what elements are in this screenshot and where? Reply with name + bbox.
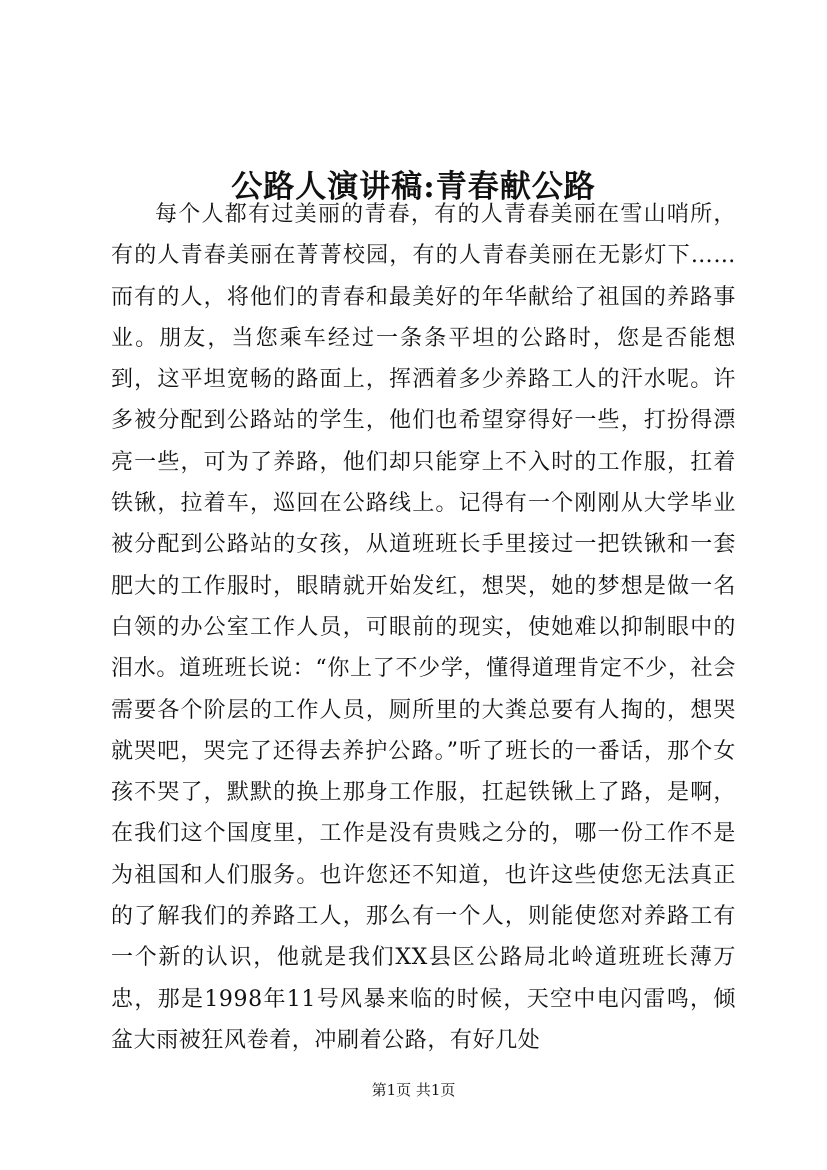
- document-title: 公路人演讲稿:青春献公路: [231, 168, 596, 205]
- page-footer: 第1页 共1页: [371, 1081, 456, 1099]
- body-paragraph: 每个人都有过美丽的青春，有的人青春美丽在雪山哨所，有的人青春美丽在菁菁校园，有的人青春美丽在无影灯下……而有的人，将他们的青春和最美好的年华献给了祖国的养路事业。朋友，当您乘车经过一条条平坦的公路时，您是否能想到，这平坦宽畅的路面上，挥洒着多少养路工人的汗水呢。许多被分配到公路站的学生，他们也希望穿得好一些，打扮得漂亮一些，可为了养路，他们却只能穿上不入时的工作服，扛着铁锹，拉着车，巡回在公路线上。记得有一个刚刚从大学毕业被分配到公路站的女孩，从道班班长手里接过一把铁锹和一套肥大的工作服时，眼睛就开始发红，想哭，她的梦想是做一名白领的办公室工作人员，可眼前的现实，使她难以抑制眼中的泪水。道班班长说：“你上了不少学，懂得道理肯定不少，社会需要各个阶层的工作人员，厕所里的大粪总要有人掏的，想哭就哭吧，哭完了还得去养护公路。”听了班长的一番话，那个女孩不哭了，默默的换上那身工作服，扛起铁锹上了路，是啊，在我们这个国度里，工作是没有贵贱之分的，哪一份工作不是为祖国和人们服务。也许您还不知道，也许这些使您无法真正的了解我们的养路工人，那么有一个人，则能使您对养路工有一个新的认识，他就是我们XX县区公路局北岭道班班长薄万忠，那是1998年11号风暴来临的时候，天空中电闪雷鸣，倾盆大雨被狂风卷着，冲刷着公路，有好几处: [111, 202, 736, 1053]
